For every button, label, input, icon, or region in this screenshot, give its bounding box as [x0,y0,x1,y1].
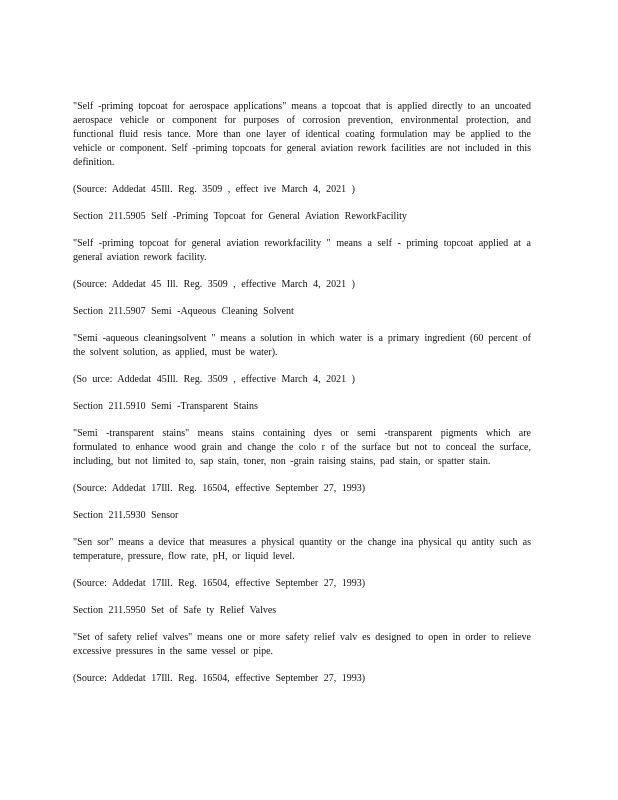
definition-semi-transparent-stains: "Semi -transparent stains" means stains containing dyes or semi -transparent pigments which are formulated to enhance wood grain and change the colo r of the surface but not to conceal the surface, including, but not limited to, sap stain, toner, non -grain raising stains, pad stain, or spatter stain. [73,428,531,467]
document-page [73,100,531,699]
section-heading-211-5905: Section 211.5905 Self -Priming Topcoat for General Aviation ReworkFacility [73,211,407,222]
source-note: (Source: Addedat 17Ill. Reg. 16504, effective September 27, 1993) [73,578,366,589]
section-heading-211-5907: Section 211.5907 Semi -Aqueous Cleaning Solvent [73,306,294,317]
definition-self-priming-topcoat-general-aviation: "Self -priming topcoat for general aviation reworkfacility " means a self - priming topcoat applied at a general aviation rework facility. [73,238,531,263]
definition-self-priming-topcoat-aerospace: "Self -priming topcoat for aerospace applications" means a topcoat that is applied directly to an uncoated aerospace vehicle or component for purposes of corrosion prevention, environmental protection, and functional fluid resis tance. More than one layer of identical coating formulation may be applied to the vehicle or component. Self -priming topcoats for general aviation rework facilities are not included in this definition. [73,101,531,168]
definition-set-of-safety-relief-valves: "Set of safety relief valves" means one or more safety relief valv es designed to open in order to relieve excessive pressures in the same vessel or pipe. [73,632,531,657]
section-heading-211-5910: Section 211.5910 Semi -Transparent Stains [73,401,258,412]
definition-sensor: "Sen sor" means a device that measures a physical quantity or the change ina physical qu antity such as temperature, pressure, flow rate, pH, or liquid level. [73,537,531,562]
source-note: (Source: Addedat 17Ill. Reg. 16504, effective September 27, 1993) [73,483,366,494]
definition-semi-aqueous-cleaning-solvent: "Semi -aqueous cleaningsolvent " means a solution in which water is a primary ingredient (60 percent of the solvent solution, as applied, must be water). [73,333,531,358]
source-note: (Source: Addedat 17Ill. Reg. 16504, effective September 27, 1993) [73,673,366,684]
section-heading-211-5930: Section 211.5930 Sensor [73,510,179,521]
source-note: (Source: Addedat 45 Ill. Reg. 3509 , effective March 4, 2021 ) [73,279,355,290]
section-heading-211-5950: Section 211.5950 Set of Safe ty Relief Valves [73,605,277,616]
source-note: (Source: Addedat 45Ill. Reg. 3509 , effect ive March 4, 2021 ) [73,184,355,195]
source-note: (So urce: Addedat 45Ill. Reg. 3509 , effective March 4, 2021 ) [73,374,355,385]
